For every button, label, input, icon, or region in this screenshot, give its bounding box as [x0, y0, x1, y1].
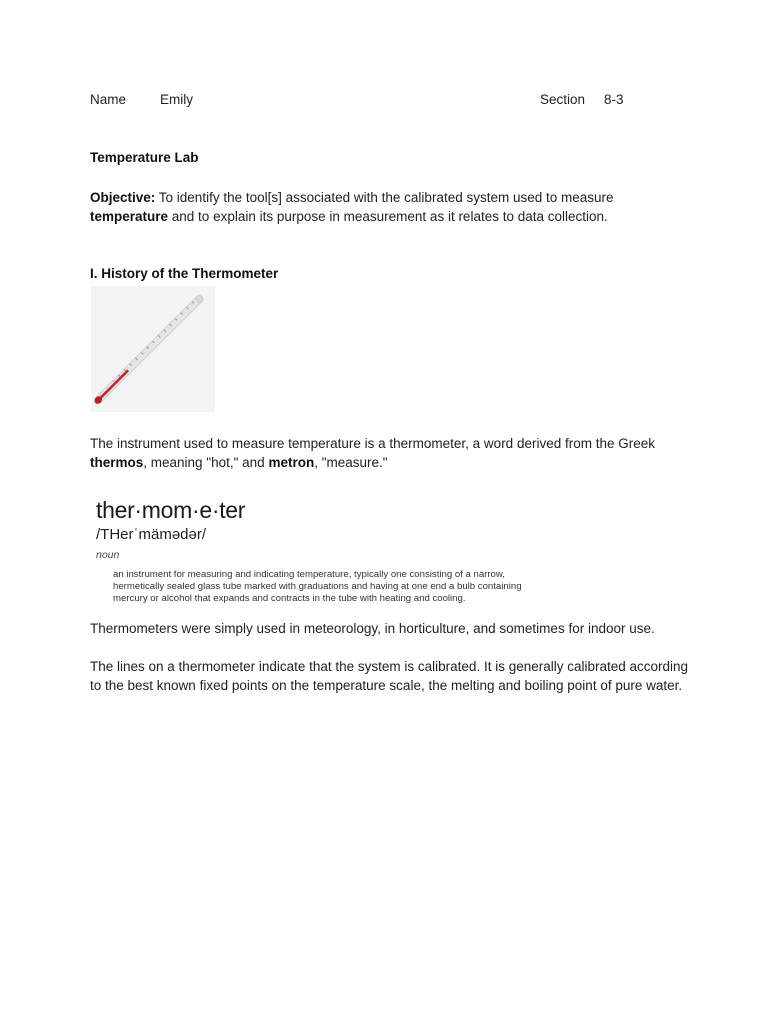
objective-paragraph: [90, 188, 690, 226]
thermometer-icon: [91, 286, 215, 412]
section-label: Section: [540, 92, 586, 107]
objective-text-2: and to explain its purpose in measurement as it relates to data collection.: [168, 209, 608, 224]
dictionary-pronunciation: /THerˈmämədər/: [96, 526, 207, 543]
name-label: Name: [90, 92, 127, 107]
dictionary-definition-line: mercury or alcohol that expands and contracts in the tube with heating and cooling.: [113, 592, 466, 604]
instrument-bold-metron: metron: [268, 455, 315, 470]
instrument-text-2: , meaning "hot," and: [143, 455, 269, 470]
dictionary-part-of-speech: noun: [96, 549, 120, 561]
calibration-paragraph: The lines on a thermometer indicate that the system is calibrated. It is generally calibrated according to the best known fixed points on the temperature scale, the melting and boiling point of pure water.: [90, 659, 689, 693]
instrument-bold-thermos: thermos: [90, 455, 144, 470]
objective-bold-word: temperature: [90, 209, 169, 224]
thermometer-image: [91, 286, 215, 412]
instrument-paragraph: [90, 434, 690, 472]
section-heading-history: I. History of the Thermometer: [90, 266, 279, 281]
objective-label: Objective:: [90, 190, 156, 205]
objective-text-1: To identify the tool[s] associated with the calibrated system used to measure: [155, 190, 614, 205]
uses-paragraph: Thermometers were simply used in meteorology, in horticulture, and sometimes for indoor use.: [90, 621, 655, 636]
section-value: 8-3: [604, 92, 624, 107]
dictionary-definition-line: an instrument for measuring and indicating temperature, typically one consisting of a narrow,: [113, 569, 505, 580]
document-title: Temperature Lab: [90, 150, 199, 165]
dictionary-definition-image: [96, 496, 536, 604]
name-value: Emily: [160, 92, 193, 107]
dictionary-word: ther·mom·e·ter: [96, 497, 246, 523]
instrument-text-1: The instrument used to measure temperature is a thermometer, a word derived from the Greek: [90, 436, 656, 451]
dictionary-definition: [113, 569, 536, 604]
dictionary-definition-line: hermetically sealed glass tube marked with graduations and having at one end a bulb containing: [113, 580, 522, 592]
instrument-text-3: , "measure.": [314, 455, 388, 470]
